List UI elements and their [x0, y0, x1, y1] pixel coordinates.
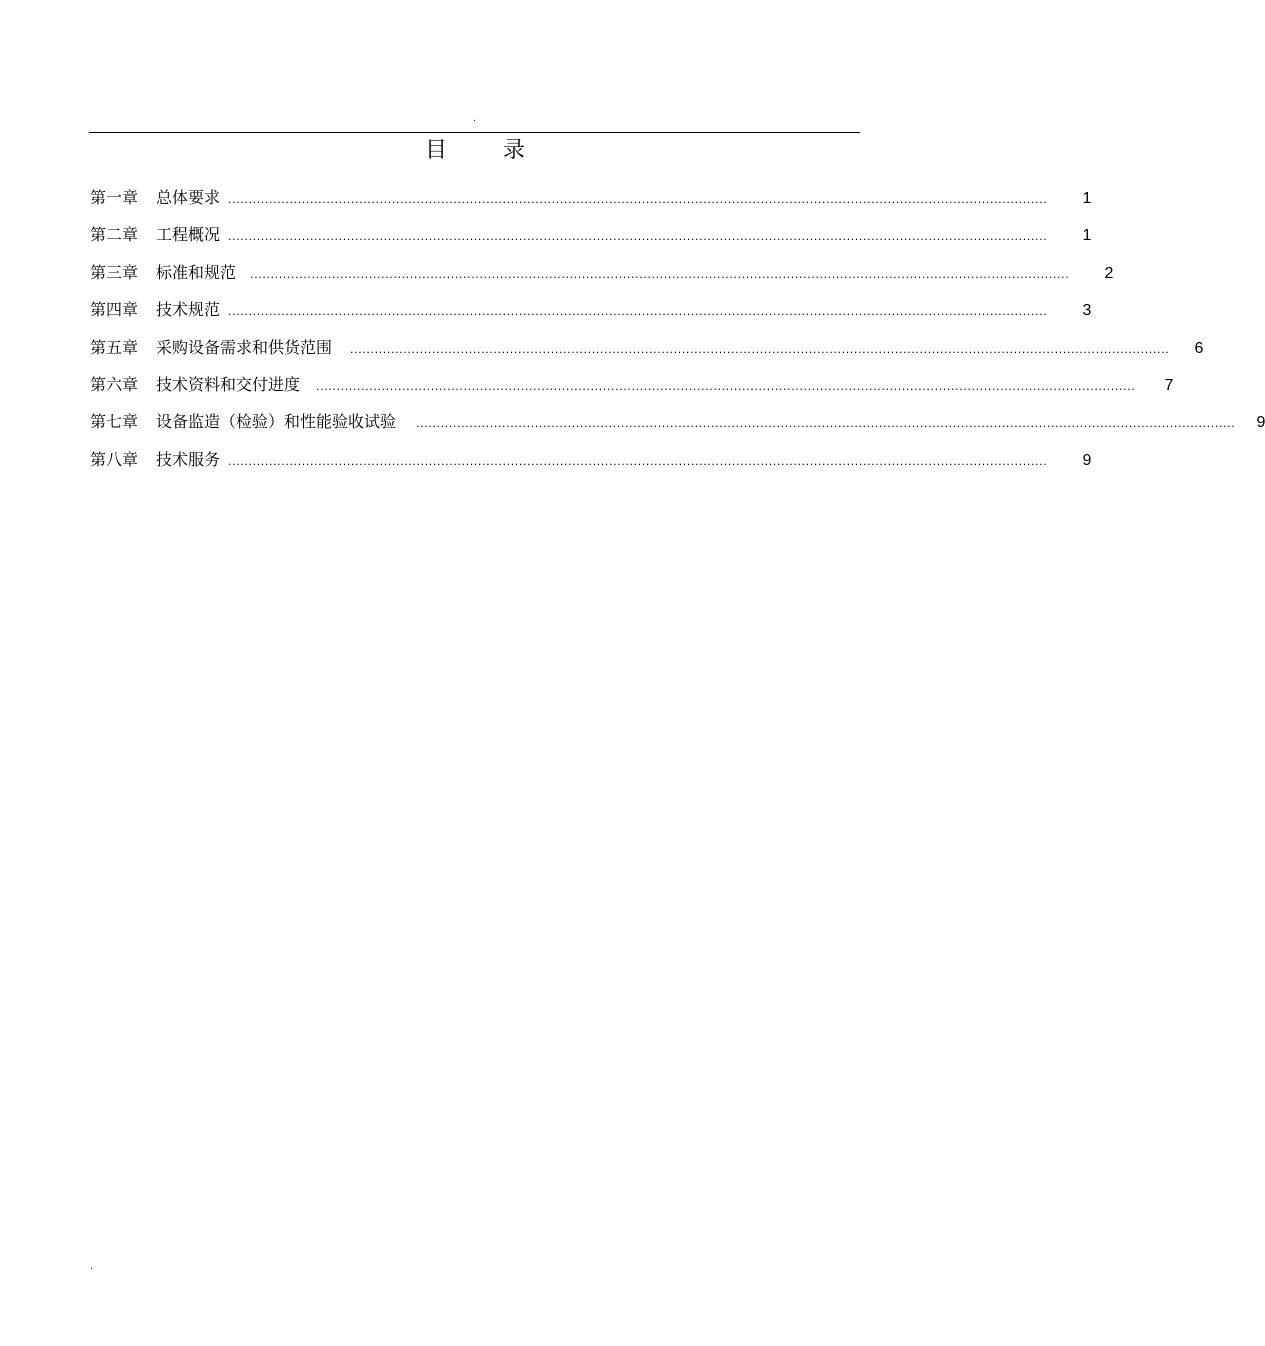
toc-chapter-title: 采购设备需求和供货范围	[156, 337, 333, 357]
toc-dot-leader: ........................................................................................................................................................................................................	[316, 379, 1136, 393]
toc-chapter-title: 设备监造（检验）和性能验收试验	[156, 412, 397, 432]
toc-page-number: 2	[1104, 264, 1114, 282]
toc-page-number: 1	[1082, 190, 1092, 207]
toc-dot-leader: ........................................................................................................................................................................................................	[350, 342, 1170, 356]
toc-chapter-number: 第六章	[90, 374, 139, 394]
toc-entry[interactable]	[90, 298, 1092, 335]
toc-chapter-number: 第五章	[90, 337, 139, 357]
toc-chapter-title: 技术规范	[156, 300, 221, 320]
toc-dot-leader: ........................................................................................................................................................................................................	[228, 454, 1048, 468]
header-marker: .	[473, 114, 476, 124]
toc-dot-leader: ........................................................................................................................................................................................................	[228, 193, 1048, 206]
toc-page-number: 6	[1194, 339, 1204, 357]
toc-dot-leader: ........................................................................................................................................................................................................	[250, 267, 1070, 281]
toc-page-number: 3	[1082, 302, 1092, 320]
toc-chapter-number: 第七章	[90, 412, 139, 432]
toc-entry[interactable]	[90, 373, 1174, 410]
toc-page-number: 9	[1082, 451, 1092, 469]
toc-chapter-number: 第四章	[90, 300, 139, 320]
toc-entry[interactable]	[90, 448, 1092, 485]
footer-marker: .	[90, 1262, 93, 1272]
toc-title: 目录	[424, 138, 581, 163]
toc-chapter-title: 技术服务	[156, 449, 221, 469]
toc-chapter-title: 标准和规范	[156, 262, 237, 282]
toc-entry[interactable]	[90, 410, 1265, 447]
toc-page-number: 9	[1256, 414, 1265, 432]
table-of-contents	[90, 186, 1265, 485]
toc-chapter-number: 第二章	[90, 225, 139, 245]
toc-entry[interactable]	[90, 336, 1204, 373]
toc-chapter-number: 第一章	[90, 188, 139, 207]
toc-page-number: 7	[1164, 376, 1174, 394]
toc-dot-leader: ........................................................................................................................................................................................................	[228, 230, 1048, 244]
header-rule	[89, 132, 860, 133]
toc-dot-leader: ........................................................................................................................................................................................................	[416, 417, 1236, 431]
toc-chapter-title: 工程概况	[156, 225, 221, 245]
toc-dot-leader: ........................................................................................................................................................................................................	[228, 305, 1048, 319]
toc-entry[interactable]	[90, 186, 1092, 223]
toc-chapter-number: 第八章	[90, 449, 139, 469]
toc-chapter-number: 第三章	[90, 262, 139, 282]
toc-page-number: 1	[1082, 227, 1092, 245]
toc-entry[interactable]	[90, 261, 1114, 298]
toc-entry[interactable]	[90, 223, 1092, 260]
toc-chapter-title: 技术资料和交付进度	[156, 374, 301, 394]
toc-chapter-title: 总体要求	[156, 188, 221, 207]
